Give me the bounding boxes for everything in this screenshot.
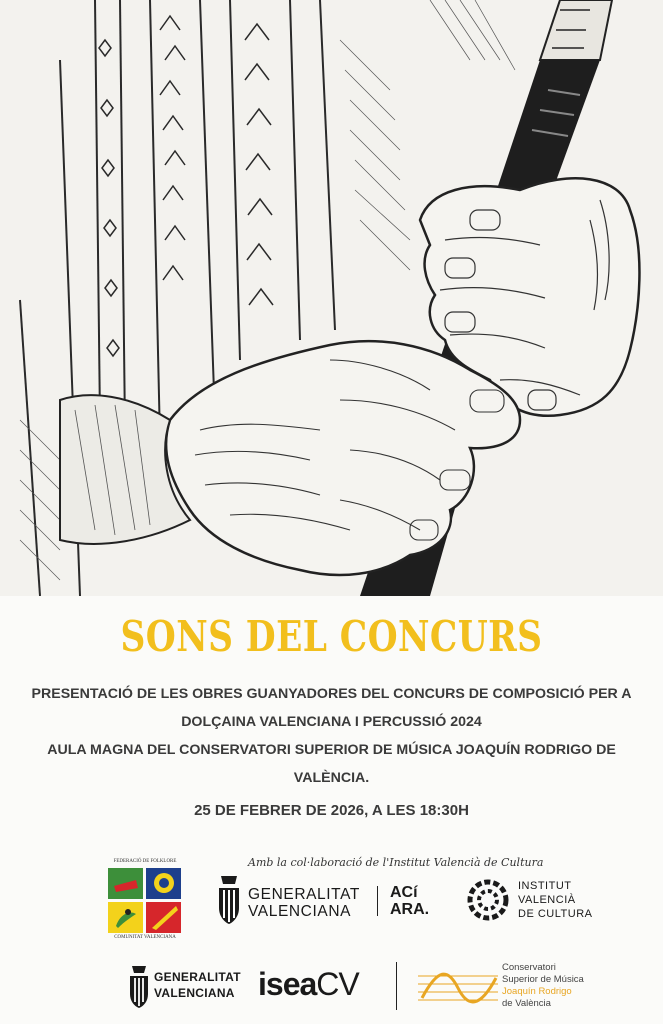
iseacv-logo bbox=[258, 966, 378, 1006]
federacio-top-text: FEDERACIÓ DE FOLKLORE bbox=[113, 858, 177, 864]
conservatori-line4: de València bbox=[502, 998, 551, 1009]
generalitat-valenciana-logo-2 bbox=[128, 964, 240, 1010]
ivc-line3: DE CULTURA bbox=[518, 908, 593, 920]
conservatori-line2: Superior de Música bbox=[502, 974, 584, 985]
ivc-emblem-icon bbox=[466, 878, 510, 922]
generalitat-valenciana-logo bbox=[216, 874, 368, 926]
gv-line2: VALENCIANA bbox=[248, 903, 352, 920]
conservatori-wave-icon bbox=[418, 964, 500, 1014]
gv-line1: GENERALITAT bbox=[248, 886, 360, 903]
aci-ara-logo bbox=[390, 884, 450, 924]
logo-divider-2 bbox=[396, 962, 397, 1010]
ara-line: ARA. bbox=[390, 901, 430, 918]
description-line: DOLÇAINA VALENCIANA I PERCUSSIÓ 2024 bbox=[181, 714, 482, 730]
iseacv-isea: isea bbox=[258, 966, 317, 1002]
iseacv-cv: CV bbox=[316, 966, 359, 1002]
federacio-emblem-icon bbox=[106, 866, 184, 934]
description-line: AULA MAGNA DEL CONSERVATORI SUPERIOR DE MÚSICA JOAQUÍN RODRIGO DE bbox=[47, 742, 616, 758]
aci-line: ACí bbox=[390, 884, 418, 901]
poster-title: SONS DEL CONCURS bbox=[120, 612, 543, 661]
generalitat-crest-icon bbox=[128, 964, 150, 1010]
federacio-folklore-logo bbox=[106, 858, 184, 942]
conservatori-line3: Joaquín Rodrigo bbox=[502, 986, 572, 997]
ivc-line2: VALENCIÀ bbox=[518, 894, 576, 906]
federacio-bottom-text: COMUNITAT VALENCIANA bbox=[114, 934, 176, 940]
description-line: VALÈNCIA. bbox=[293, 770, 370, 786]
ivc-logo bbox=[466, 878, 596, 924]
description-line: PRESENTACIÓ DE LES OBRES GUANYADORES DEL CONCURS DE COMPOSICIÓ PER A bbox=[31, 686, 632, 702]
gv2-line1: GENERALITAT bbox=[154, 970, 241, 984]
conservatori-logo bbox=[418, 960, 598, 1016]
collaboration-note: Amb la col·laboració de l'Institut Valencià de Cultura bbox=[248, 856, 544, 869]
gv2-line2: VALENCIANA bbox=[154, 986, 235, 1000]
conservatori-line1: Conservatori bbox=[502, 962, 556, 973]
event-date: 25 DE FEBRER DE 2026, A LES 18:30H bbox=[194, 802, 469, 819]
event-description bbox=[20, 680, 643, 792]
ivc-line1: INSTITUT bbox=[518, 880, 572, 892]
logo-divider bbox=[377, 886, 378, 916]
generalitat-crest-icon bbox=[216, 874, 242, 926]
